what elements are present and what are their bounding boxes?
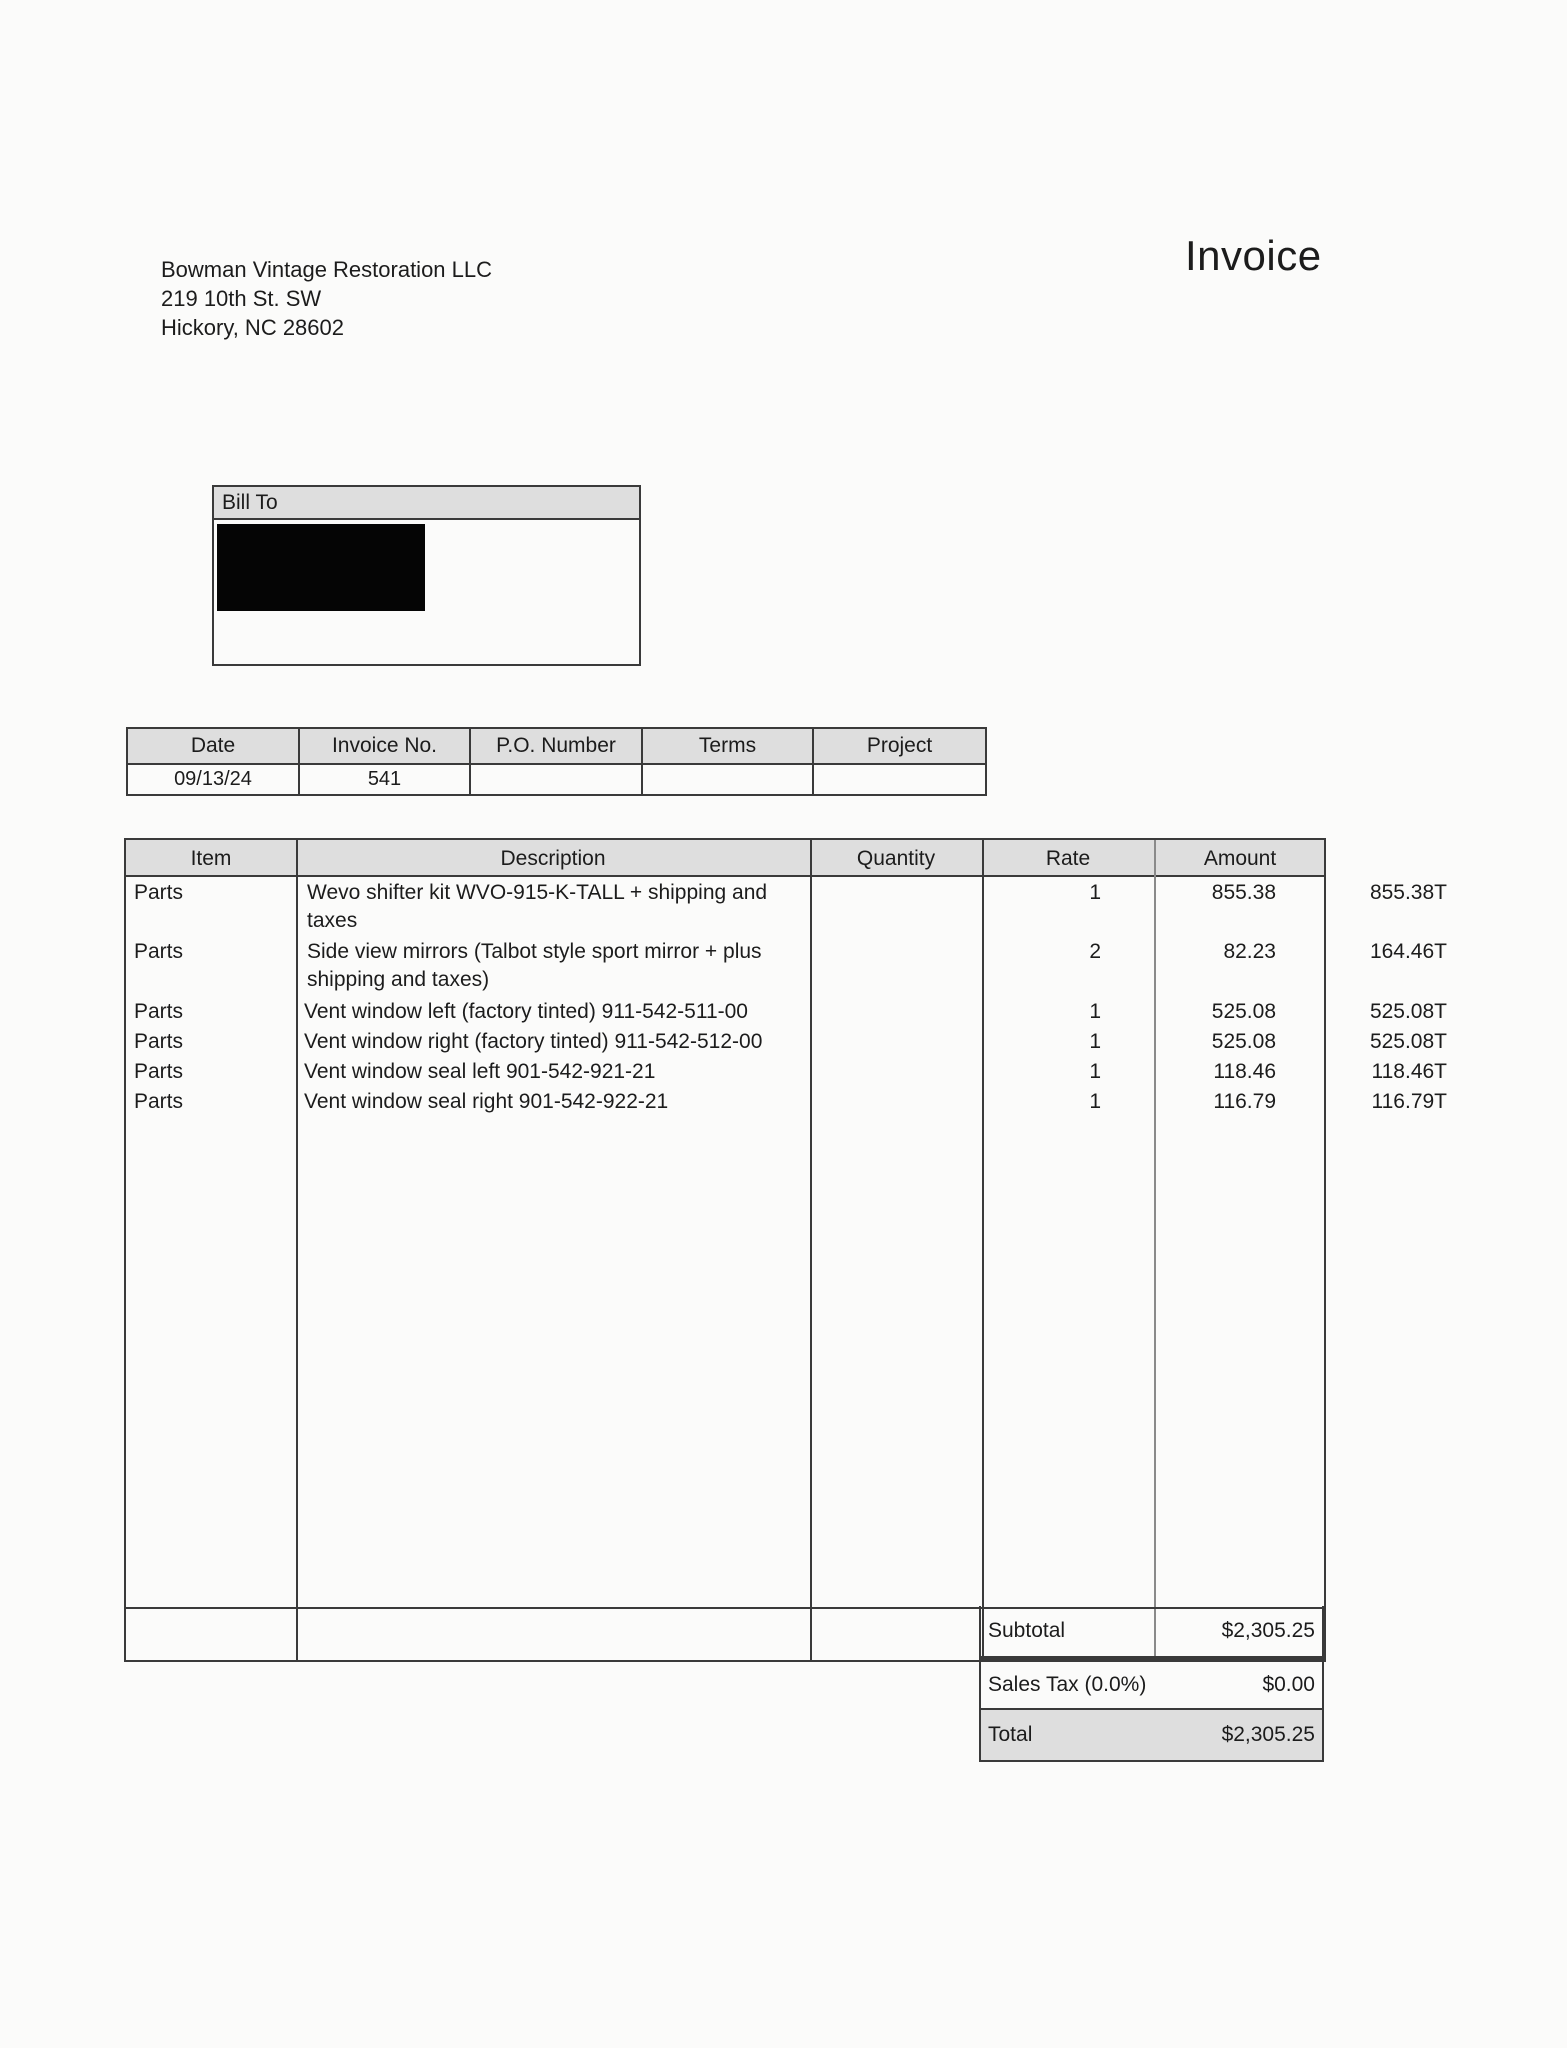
row-amount: 118.46T [1371, 1060, 1447, 1083]
sales-tax-box [979, 1658, 1324, 1710]
description-header: Description [500, 847, 606, 870]
row-description: Wevo shifter kit WVO-915-K-TALL + shipping and taxes [307, 881, 768, 932]
company-name: Bowman Vintage Restoration LLC [161, 257, 493, 282]
row-rate: 525.08 [1211, 1030, 1276, 1053]
row-description: Vent window left (factory tinted) 911-542-511-00 [304, 1000, 748, 1023]
row-quantity: 1 [1089, 1030, 1101, 1053]
line-items-table [124, 838, 1447, 1662]
row-description: Vent window seal right 901-542-922-21 [304, 1090, 669, 1113]
row-description: Vent window seal left 901-542-921-21 [304, 1060, 656, 1083]
row-item: Parts [134, 940, 184, 963]
sales-tax-value: $0.00 [1262, 1673, 1315, 1696]
totals-section [979, 1606, 1324, 1762]
po-number-header: P.O. Number [470, 728, 642, 764]
subtotal-box [979, 1606, 1324, 1658]
redacted-recipient-block [217, 524, 425, 611]
row-amount: 525.08T [1369, 1030, 1447, 1053]
rate-header: Rate [1045, 847, 1091, 870]
project-value [813, 764, 986, 795]
company-address-line-1: 219 10th St. SW [161, 286, 322, 311]
row-quantity: 1 [1089, 881, 1101, 904]
row-rate: 525.08 [1211, 1000, 1276, 1023]
date-value: 09/13/24 [127, 764, 299, 795]
row-amount: 164.46T [1369, 940, 1447, 963]
row-amount: 855.38T [1369, 881, 1447, 904]
column-divider [810, 840, 812, 1660]
row-quantity: 2 [1089, 940, 1101, 963]
bill-to-box [212, 485, 641, 666]
row-amount: 116.79T [1371, 1090, 1447, 1113]
invoice-number-header: Invoice No. [299, 728, 470, 764]
invoice-number-value: 541 [299, 764, 470, 795]
column-divider [296, 840, 298, 1660]
terms-value [642, 764, 813, 795]
subtotal-label: Subtotal [988, 1619, 1066, 1642]
row-rate: 82.23 [1223, 940, 1276, 963]
row-item: Parts [134, 881, 184, 904]
row-quantity: 1 [1089, 1060, 1101, 1083]
row-amount: 525.08T [1369, 1000, 1447, 1023]
company-address-line-2: Hickory, NC 28602 [161, 315, 344, 340]
row-quantity: 1 [1089, 1090, 1101, 1113]
row-item: Parts [134, 1030, 184, 1053]
total-label: Total [988, 1723, 1033, 1746]
company-address-block [161, 255, 492, 342]
amount-header: Amount [1203, 847, 1277, 870]
row-item: Parts [134, 1000, 184, 1023]
date-header: Date [127, 728, 299, 764]
terms-header: Terms [642, 728, 813, 764]
po-number-value [470, 764, 642, 795]
bill-to-label: Bill To [214, 487, 639, 520]
subtotal-value: $2,305.25 [1221, 1619, 1315, 1642]
total-box [979, 1710, 1324, 1762]
project-header: Project [813, 728, 986, 764]
row-rate: 118.46 [1213, 1060, 1276, 1083]
row-rate: 855.38 [1211, 881, 1276, 904]
row-item: Parts [134, 1090, 184, 1113]
row-description: Side view mirrors (Talbot style sport mirror + plus shipping and taxes) [307, 940, 762, 991]
row-item: Parts [134, 1060, 184, 1083]
document-title: Invoice [1185, 232, 1322, 279]
quantity-header: Quantity [856, 847, 936, 870]
row-quantity: 1 [1089, 1000, 1101, 1023]
item-header: Item [190, 847, 232, 870]
total-value: $2,305.25 [1221, 1723, 1315, 1746]
row-description: Vent window right (factory tinted) 911-542-512-00 [304, 1030, 763, 1053]
row-rate: 116.79 [1213, 1090, 1276, 1113]
sales-tax-label: Sales Tax (0.0%) [988, 1673, 1147, 1696]
invoice-info-table [126, 727, 987, 796]
